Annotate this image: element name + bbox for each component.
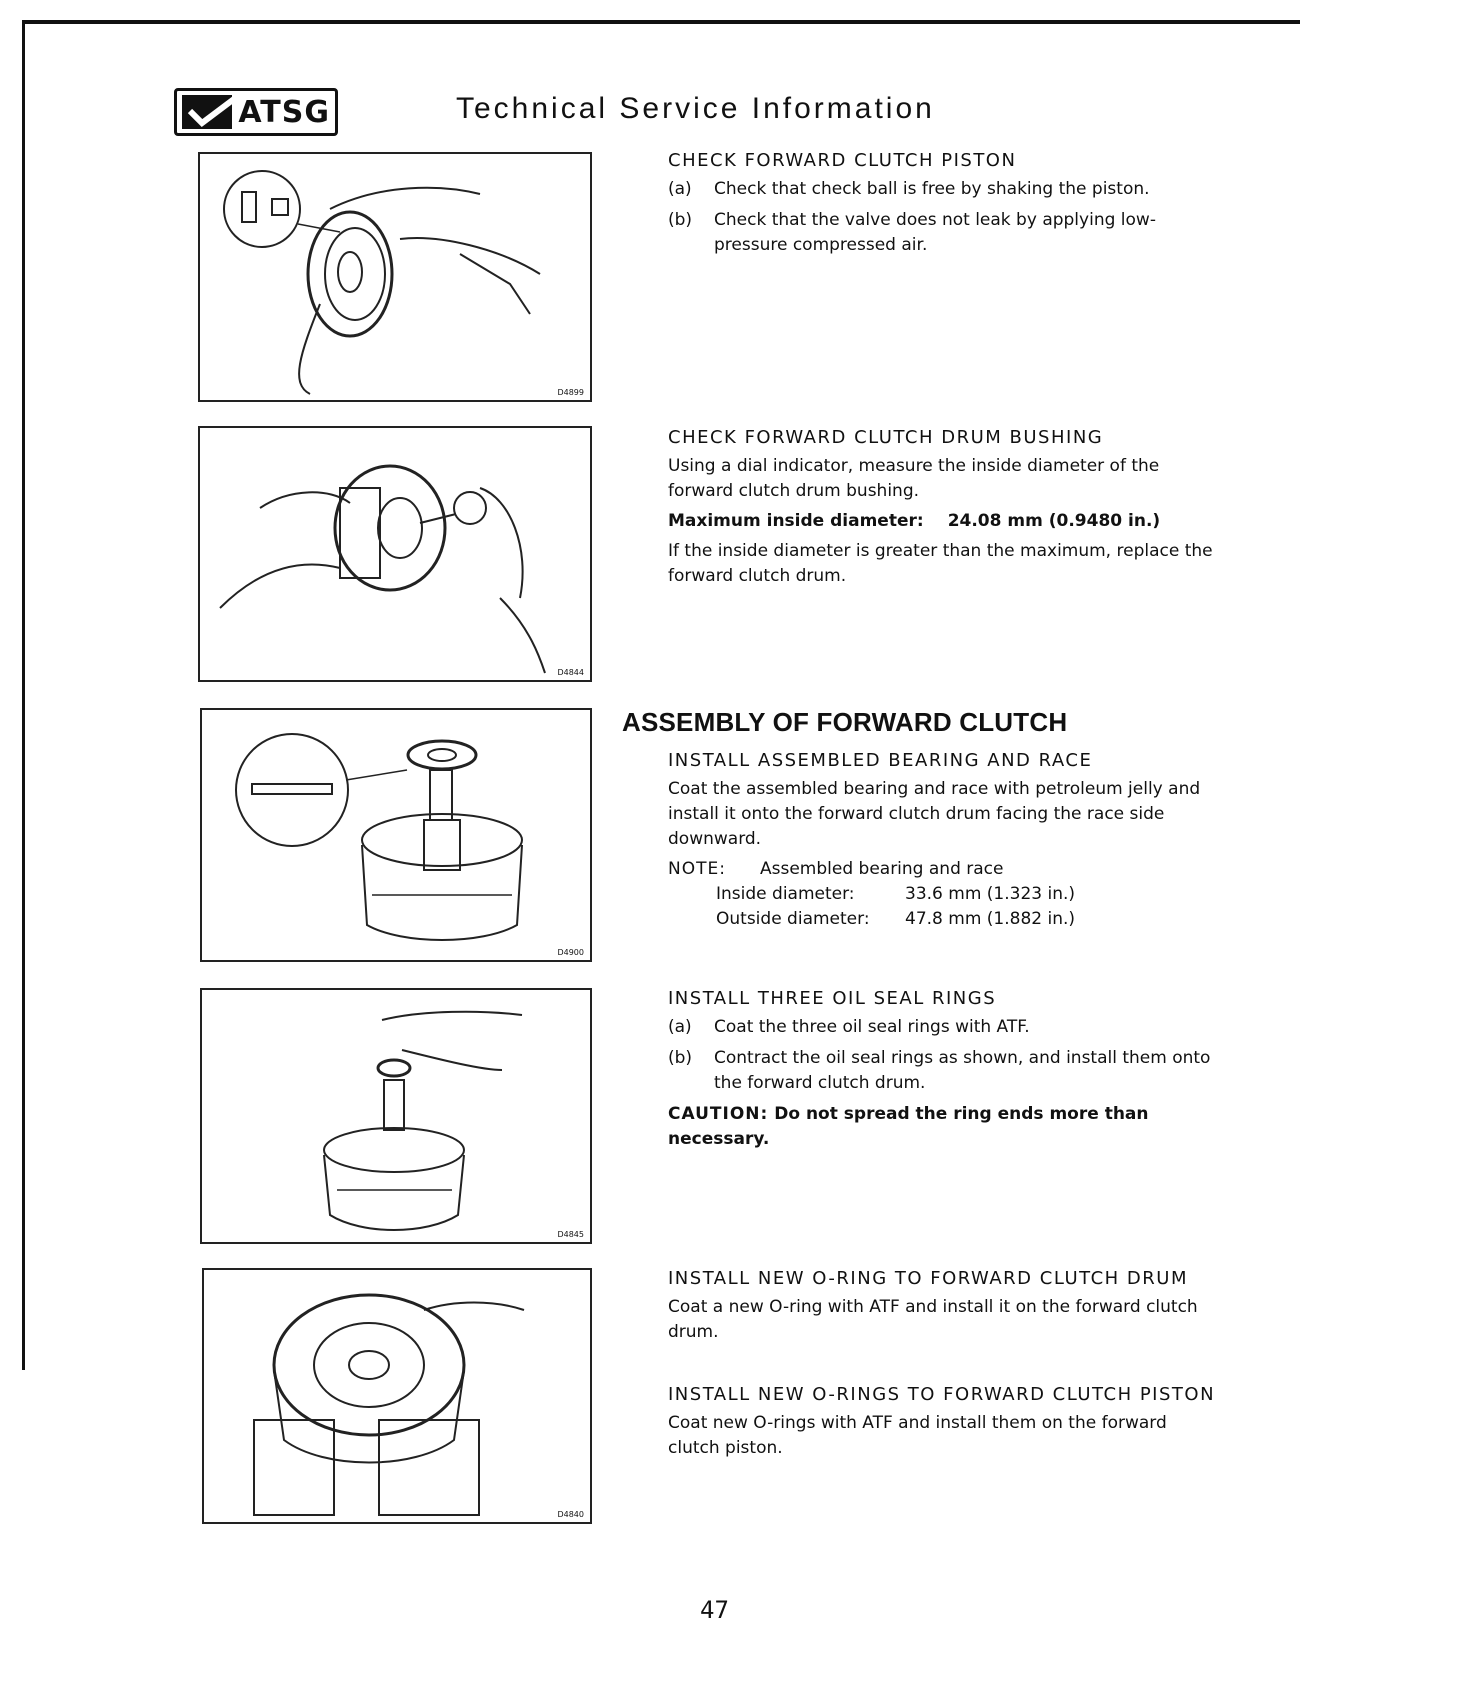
atsg-logo (174, 88, 338, 136)
section-check-bushing (668, 425, 1218, 594)
figure-code: D4900 (557, 948, 584, 957)
caution: CAUTION: Do not spread the ring ends more than necessary. (668, 1104, 1149, 1149)
paragraph: If the inside diameter is greater than the maximum, replace the forward clutch drum. (668, 541, 1213, 586)
section-heading: INSTALL NEW O-RING TO FORWARD CLUTCH DRUM (668, 1268, 1188, 1289)
list-item: (a) Check that check ball is free by shaking the piston. (668, 179, 1150, 199)
list-item: (b) Check that the valve does not leak by applying low-pressure compressed air. (668, 210, 1156, 255)
spec-max-diameter: Maximum inside diameter: 24.08 mm (0.9480 in.) (668, 511, 1161, 531)
section-heading: INSTALL ASSEMBLED BEARING AND RACE (668, 750, 1093, 771)
figure-code: D4845 (557, 1230, 584, 1239)
section-heading: INSTALL THREE OIL SEAL RINGS (668, 988, 997, 1009)
section-o-ring-piston (668, 1382, 1218, 1466)
note: NOTE: Assembled bearing and race (668, 859, 1004, 879)
page-title: Technical Service Information (456, 92, 935, 125)
assembly-heading: ASSEMBLY OF FORWARD CLUTCH (622, 707, 1068, 737)
section-check-piston (668, 148, 1218, 264)
list-item: (b) Contract the oil seal rings as shown, and install them onto the forward clutch drum. (668, 1048, 1211, 1093)
note-inside-diameter: Inside diameter: 33.6 mm (1.323 in.) (716, 884, 1076, 904)
section-bearing-race (668, 748, 1218, 932)
page-number: 47 (700, 1596, 729, 1624)
paragraph: Coat a new O-ring with ATF and install it on the forward clutch drum. (668, 1297, 1198, 1342)
checkmark-icon (182, 95, 232, 129)
section-heading: CHECK FORWARD CLUTCH PISTON (668, 150, 1017, 171)
bearing-race-illustration-icon (202, 710, 590, 960)
piston-illustration-icon (200, 154, 590, 400)
paragraph: Using a dial indicator, measure the inside diameter of the forward clutch drum bushing. (668, 456, 1160, 501)
section-heading: CHECK FORWARD CLUTCH DRUM BUSHING (668, 427, 1104, 448)
section-oil-seal-rings (668, 986, 1218, 1157)
o-ring-drum-illustration-icon (204, 1270, 590, 1522)
figure-o-ring-drum (202, 1268, 592, 1524)
figure-forward-clutch-piston (198, 152, 592, 402)
oil-seal-rings-illustration-icon (202, 990, 590, 1242)
page-frame-top (22, 20, 1300, 24)
figure-bearing-race (200, 708, 592, 962)
logo-text: ATSG (238, 94, 330, 130)
dial-indicator-illustration-icon (200, 428, 590, 680)
figure-code: D4899 (557, 388, 584, 397)
list-item: (a) Coat the three oil seal rings with ATF. (668, 1017, 1030, 1037)
note-outside-diameter: Outside diameter: 47.8 mm (1.882 in.) (716, 909, 1076, 929)
page-frame-left (22, 20, 25, 1370)
paragraph: Coat new O-rings with ATF and install them on the forward clutch piston. (668, 1413, 1167, 1458)
section-o-ring-drum (668, 1266, 1218, 1350)
figure-drum-bushing (198, 426, 592, 682)
paragraph: Coat the assembled bearing and race with petroleum jelly and install it onto the forward clutch drum facing the race side downward. (668, 779, 1201, 849)
figure-code: D4844 (557, 668, 584, 677)
figure-oil-seal-rings (200, 988, 592, 1244)
section-heading: INSTALL NEW O-RINGS TO FORWARD CLUTCH PISTON (668, 1384, 1216, 1405)
figure-code: D4840 (557, 1510, 584, 1519)
